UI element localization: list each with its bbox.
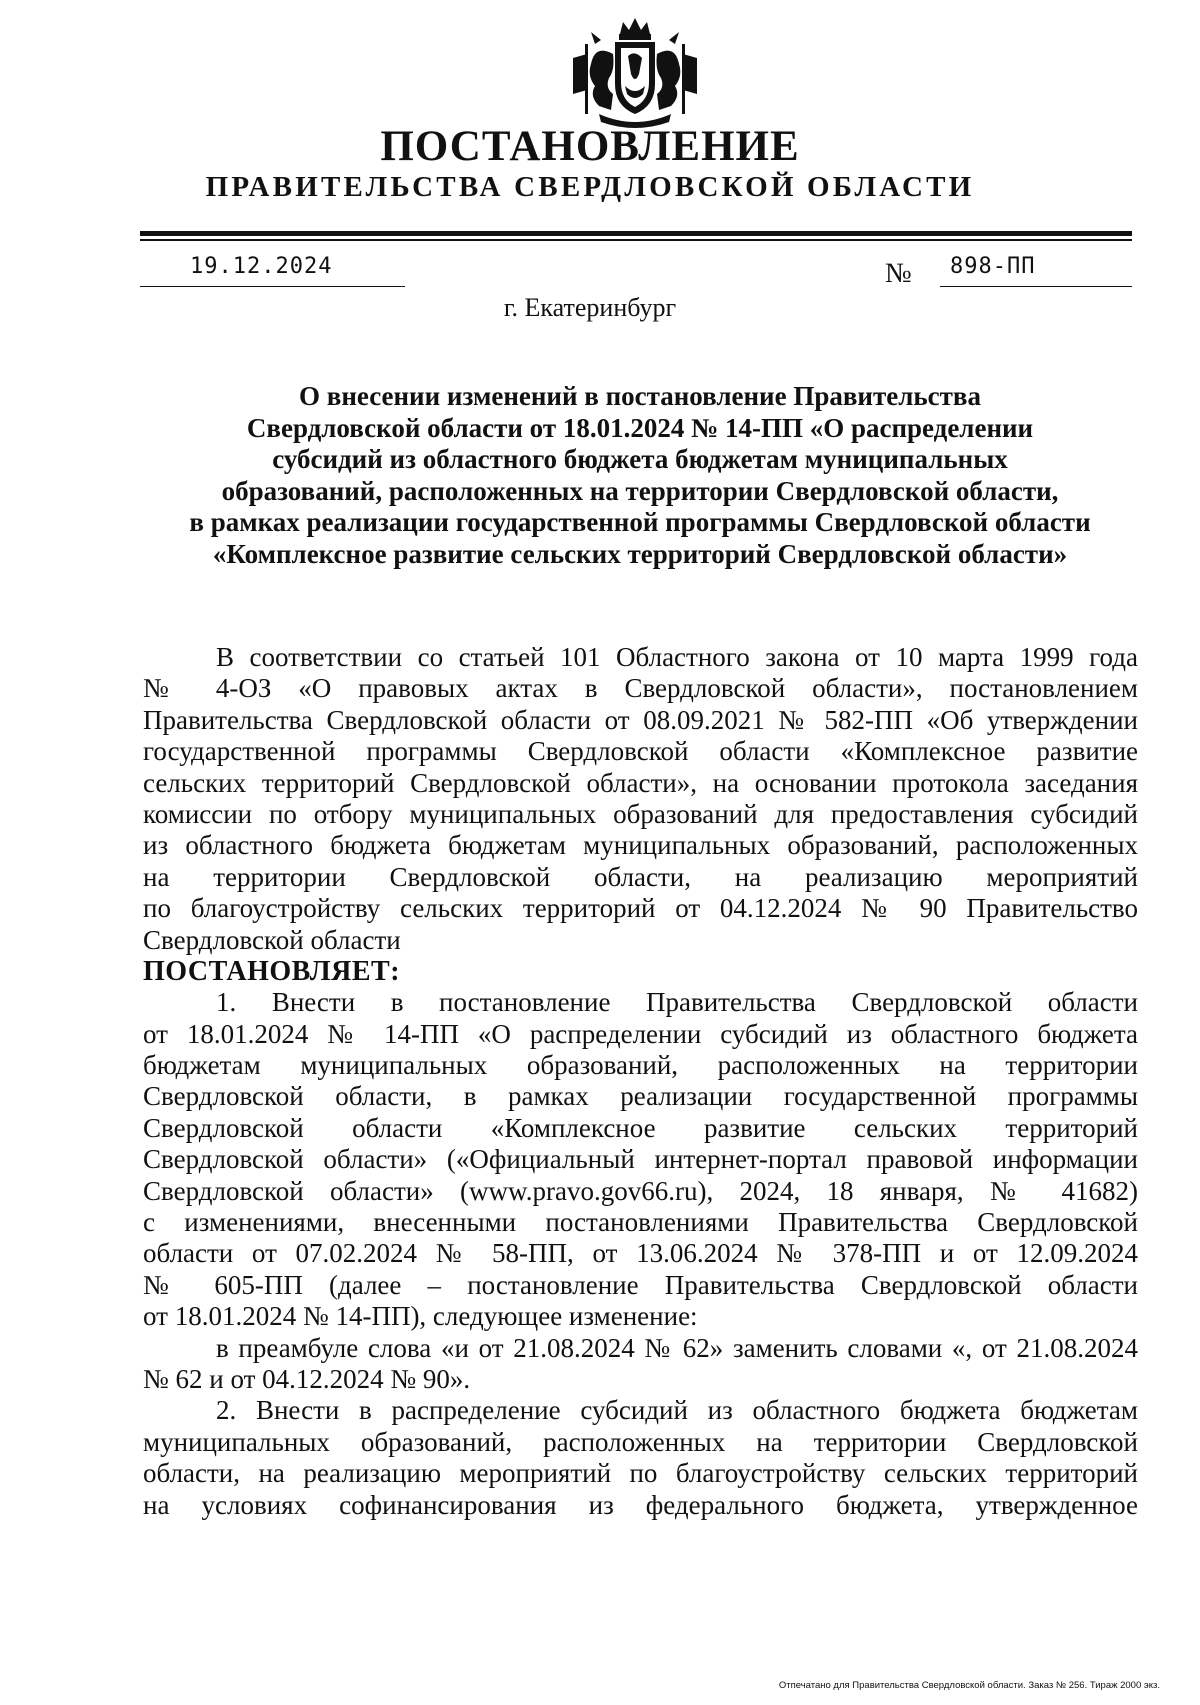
body-line: от 18.01.2024 № 14-ПП «О распределении субсидий из областного бюджета <box>143 1018 1138 1049</box>
coat-of-arms-emblem <box>565 14 705 132</box>
body-line: 1. Внести в постановление Правительства Свердловской области <box>216 987 1138 1018</box>
number-field <box>940 254 1132 287</box>
body-line: на условиях софинансирования из федерального бюджета, утвержденное <box>143 1489 1138 1520</box>
body-line: области от 07.02.2024 № 58-ПП, от 13.06.2024 № 378-ПП и от 12.09.2024 <box>143 1238 1138 1269</box>
title-line: «Комплексное развитие сельских территорий Свердловской области» <box>212 538 1068 569</box>
body-line: с изменениями, внесенными постановлениями Правительства Свердловской <box>143 1207 1138 1238</box>
body-line: № 62 и от 04.12.2024 № 90». <box>143 1363 471 1394</box>
title-line: образований, расположенных на территории Свердловской области, <box>221 475 1059 506</box>
body-line: бюджетам муниципальных образований, расположенных на территории <box>143 1050 1138 1081</box>
title-line: в рамках реализации государственной программы Свердловской области <box>189 507 1091 538</box>
number-label: № <box>885 258 912 289</box>
body-line: комиссии по отбору муниципальных образований для предоставления субсидий <box>143 798 1138 829</box>
print-footer: Отпечатано для Правительства Свердловской области. Заказ № 256. Тираж 2000 экз. <box>778 1680 1160 1691</box>
body-line: Свердловской области» (www.pravo.gov66.ru), 2024, 18 января, № 41682) <box>143 1175 1138 1206</box>
body-line: № 605-ПП (далее – постановление Правительства Свердловской области <box>143 1269 1138 1300</box>
title-line: субсидий из областного бюджета бюджетам муниципальных <box>272 444 1008 475</box>
header-divider-thin <box>140 239 1132 241</box>
title-line: Свердловской области от 18.01.2024 № 14-ПП «О распределении <box>246 412 1034 443</box>
body-line: по благоустройству сельских территорий от 04.12.2024 № 90 Правительство <box>143 893 1138 924</box>
body-line: В соответствии со статьей 101 Областного закона от 10 марта 1999 года <box>216 642 1138 672</box>
body-line: сельских территорий Свердловской области», на основании протокола заседания <box>143 767 1138 798</box>
document-body <box>143 642 1138 1521</box>
decree-keyword: ПОСТАНОВЛЯЕТ: <box>143 955 401 987</box>
body-line: государственной программы Свердловской области «Комплексное развитие <box>143 736 1138 767</box>
document-number: 898-ПП <box>950 254 1036 279</box>
body-line: 2. Внести в распределение субсидий из областного бюджета бюджетам <box>216 1395 1138 1426</box>
title-line: О внесении изменений в постановление Правительства <box>299 381 981 411</box>
city-name: г. Екатеринбург <box>503 293 677 322</box>
body-line: муниципальных образований, расположенных на территории Свердловской <box>143 1426 1138 1457</box>
body-line: на территории Свердловской области, на реализацию мероприятий <box>143 861 1138 892</box>
body-line: области, на реализацию мероприятий по благоустройству сельских территорий <box>143 1458 1138 1489</box>
body-line: Свердловской области «Комплексное развитие сельских территорий <box>143 1112 1138 1143</box>
body-line: в преамбуле слова «и от 21.08.2024 № 62» заменить словами «, от 21.08.2024 <box>216 1332 1138 1363</box>
date-field <box>140 254 405 287</box>
header-divider-thick <box>140 231 1132 236</box>
document-date: 19.12.2024 <box>190 254 333 279</box>
body-line: от 18.01.2024 № 14-ПП), следующее изменение: <box>143 1301 698 1332</box>
document-type-heading: ПОСТАНОВЛЕНИЕ <box>380 123 800 170</box>
body-line: из областного бюджета бюджетам муниципальных образований, расположенных <box>143 830 1138 861</box>
body-line: № 4-ОЗ «О правовых актах в Свердловской области», постановлением <box>143 673 1138 704</box>
document-title <box>160 381 1120 571</box>
body-line: Правительства Свердловской области от 08.09.2021 № 582-ПП «Об утверждении <box>143 704 1138 735</box>
body-line: Свердловской области» («Официальный интернет-портал правовой информации <box>143 1144 1138 1175</box>
body-line: Свердловской области <box>143 924 401 955</box>
body-line: Свердловской области, в рамках реализации государственной программы <box>143 1081 1138 1112</box>
issuer-heading: ПРАВИТЕЛЬСТВА СВЕРДЛОВСКОЙ ОБЛАСТИ <box>205 171 975 203</box>
